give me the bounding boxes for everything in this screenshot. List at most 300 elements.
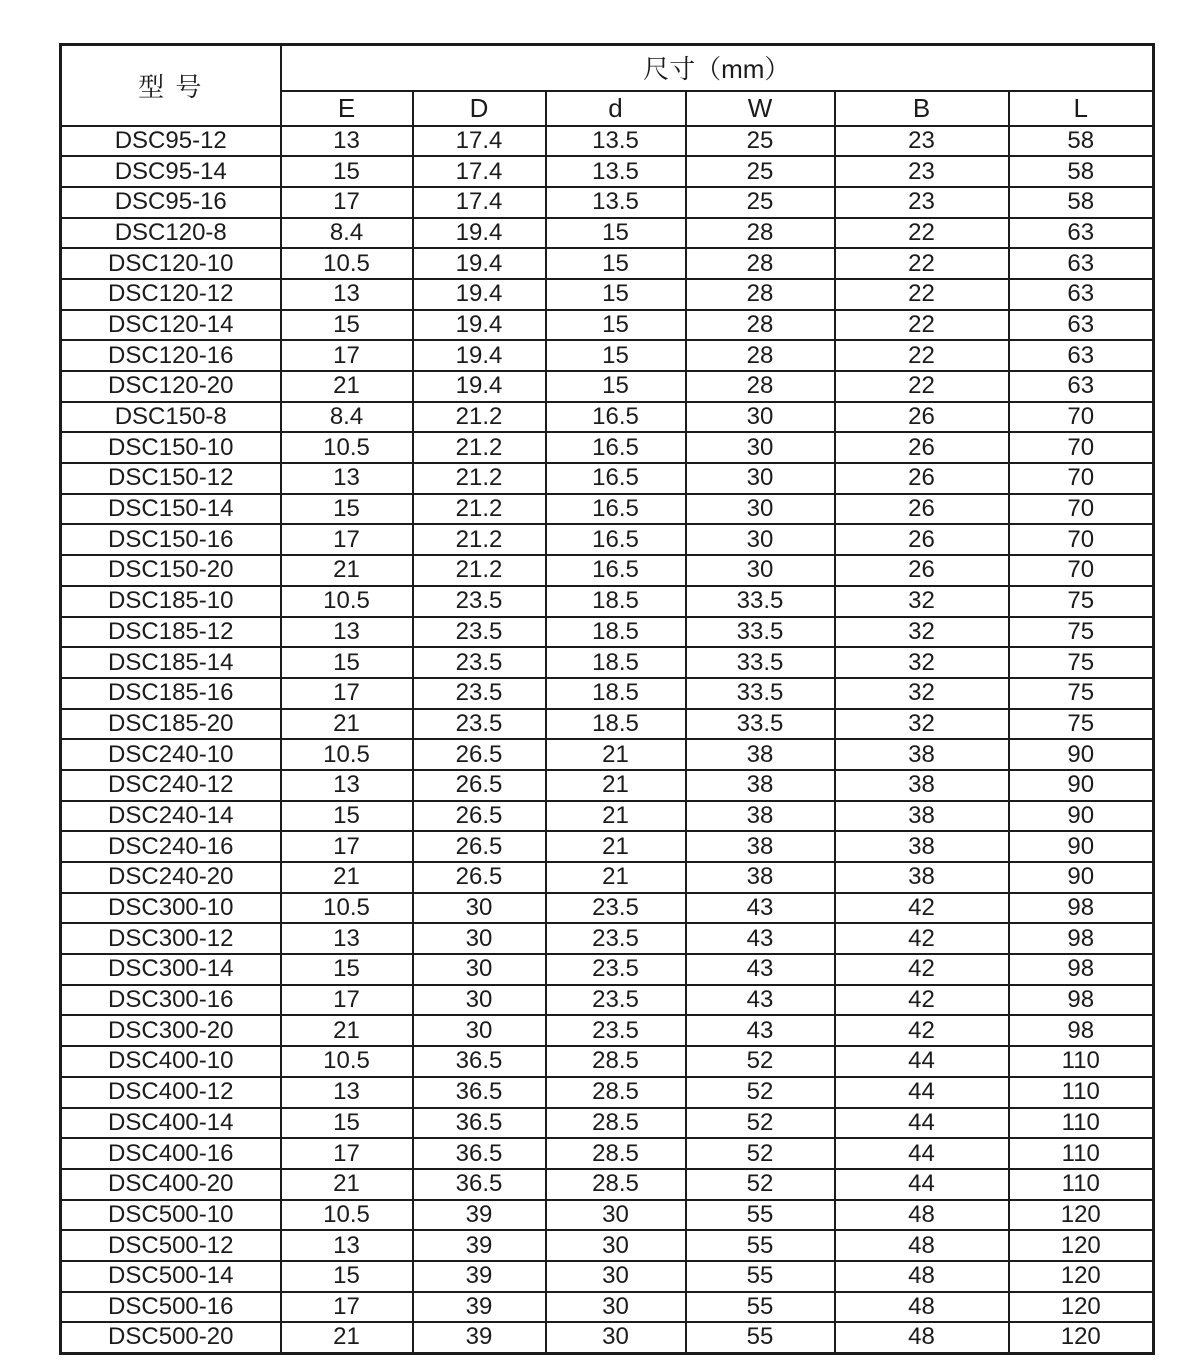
dimension-cell: 17 — [281, 831, 413, 862]
model-cell: DSC500-14 — [61, 1261, 281, 1292]
dimension-cell: 21.2 — [413, 555, 546, 586]
dimension-cell: 17 — [281, 1292, 413, 1323]
table-row — [61, 586, 1154, 617]
dimension-cell: 18.5 — [546, 647, 686, 678]
dimension-cell: 21.2 — [413, 402, 546, 433]
dimension-cell: 55 — [686, 1322, 835, 1353]
dimension-cell: 21.2 — [413, 494, 546, 525]
table-row — [61, 893, 1154, 924]
dimension-cell: 42 — [835, 893, 1009, 924]
model-cell: DSC400-20 — [61, 1169, 281, 1200]
table-header — [61, 45, 1154, 126]
dimension-cell: 26 — [835, 524, 1009, 555]
dimension-cell: 16.5 — [546, 524, 686, 555]
table-row — [61, 647, 1154, 678]
dimension-cell: 21 — [546, 770, 686, 801]
dimension-cell: 17 — [281, 340, 413, 371]
dimension-cell: 52 — [686, 1046, 835, 1077]
dimension-cell: 75 — [1009, 617, 1154, 648]
model-column-header: 型 号 — [61, 45, 281, 126]
dimension-cell: 22 — [835, 218, 1009, 249]
dimension-cell: 75 — [1009, 678, 1154, 709]
dimension-cell: 21 — [281, 555, 413, 586]
dimension-cell: 30 — [686, 463, 835, 494]
dimension-cell: 17.4 — [413, 187, 546, 218]
dimension-cell: 28 — [686, 340, 835, 371]
dimension-cell: 39 — [413, 1230, 546, 1261]
dimension-cell: 17.4 — [413, 126, 546, 157]
dimension-cell: 52 — [686, 1138, 835, 1169]
dimension-cell: 15 — [546, 248, 686, 279]
dimension-cell: 26.5 — [413, 862, 546, 893]
dimension-cell: 15 — [546, 371, 686, 402]
dimension-cell: 120 — [1009, 1322, 1154, 1353]
dimension-cell: 21 — [281, 371, 413, 402]
dimension-cell: 36.5 — [413, 1108, 546, 1139]
dimension-cell: 18.5 — [546, 586, 686, 617]
dimensions-group-header: 尺寸（mm） — [281, 45, 1154, 91]
model-cell: DSC120-14 — [61, 310, 281, 341]
table-row — [61, 463, 1154, 494]
dimension-cell: 28.5 — [546, 1169, 686, 1200]
dimension-cell: 52 — [686, 1108, 835, 1139]
dimension-cell: 13 — [281, 1077, 413, 1108]
dimension-cell: 33.5 — [686, 678, 835, 709]
dimension-cell: 90 — [1009, 831, 1154, 862]
dimension-cell: 30 — [686, 555, 835, 586]
dimension-cell: 21 — [281, 1015, 413, 1046]
dimension-cell: 98 — [1009, 985, 1154, 1016]
model-cell: DSC150-20 — [61, 555, 281, 586]
model-cell: DSC150-10 — [61, 432, 281, 463]
dimension-cell: 120 — [1009, 1230, 1154, 1261]
table-row — [61, 1015, 1154, 1046]
dimension-cell: 90 — [1009, 739, 1154, 770]
dimension-cell: 28 — [686, 279, 835, 310]
model-cell: DSC185-16 — [61, 678, 281, 709]
dimension-cell: 15 — [281, 1261, 413, 1292]
table-row — [61, 432, 1154, 463]
model-cell: DSC95-14 — [61, 156, 281, 187]
model-cell: DSC300-20 — [61, 1015, 281, 1046]
column-header-d: d — [546, 91, 686, 126]
dimension-cell: 26 — [835, 432, 1009, 463]
dimension-cell: 44 — [835, 1169, 1009, 1200]
dimension-cell: 23 — [835, 156, 1009, 187]
dimension-cell: 38 — [686, 831, 835, 862]
dimension-cell: 26 — [835, 402, 1009, 433]
column-header-D: D — [413, 91, 546, 126]
table-row — [61, 801, 1154, 832]
dimension-cell: 26.5 — [413, 770, 546, 801]
dimension-cell: 15 — [281, 494, 413, 525]
dimension-cell: 70 — [1009, 524, 1154, 555]
dimension-cell: 39 — [413, 1322, 546, 1353]
dimension-cell: 23 — [835, 187, 1009, 218]
dimension-cell: 110 — [1009, 1138, 1154, 1169]
dimension-cell: 75 — [1009, 709, 1154, 740]
table-row — [61, 310, 1154, 341]
dimension-cell: 21 — [546, 862, 686, 893]
table-row — [61, 1322, 1154, 1353]
dimension-cell: 48 — [835, 1200, 1009, 1231]
dimension-cell: 21 — [546, 801, 686, 832]
model-cell: DSC400-14 — [61, 1108, 281, 1139]
dimension-cell: 42 — [835, 985, 1009, 1016]
dimension-cell: 70 — [1009, 494, 1154, 525]
dimension-cell: 42 — [835, 923, 1009, 954]
table-row — [61, 1077, 1154, 1108]
dimension-cell: 21 — [281, 862, 413, 893]
dimension-cell: 39 — [413, 1292, 546, 1323]
dimension-cell: 10.5 — [281, 893, 413, 924]
dimension-cell: 42 — [835, 1015, 1009, 1046]
dimension-cell: 70 — [1009, 432, 1154, 463]
dimension-cell: 63 — [1009, 248, 1154, 279]
table-row — [61, 862, 1154, 893]
table-row — [61, 340, 1154, 371]
dimension-cell: 17 — [281, 678, 413, 709]
dimension-cell: 38 — [686, 770, 835, 801]
table-row — [61, 494, 1154, 525]
dimension-cell: 32 — [835, 586, 1009, 617]
dimension-cell: 13.5 — [546, 126, 686, 157]
table-row — [61, 954, 1154, 985]
dimension-cell: 30 — [546, 1230, 686, 1261]
dimension-cell: 28.5 — [546, 1077, 686, 1108]
dimension-cell: 110 — [1009, 1169, 1154, 1200]
dimension-cell: 18.5 — [546, 617, 686, 648]
dimension-cell: 110 — [1009, 1046, 1154, 1077]
dimension-cell: 48 — [835, 1322, 1009, 1353]
dimension-cell: 22 — [835, 279, 1009, 310]
table-row — [61, 1108, 1154, 1139]
model-cell: DSC500-16 — [61, 1292, 281, 1323]
dimension-cell: 48 — [835, 1292, 1009, 1323]
dimension-cell: 38 — [686, 801, 835, 832]
dimension-cell: 23.5 — [413, 586, 546, 617]
dimension-cell: 30 — [413, 893, 546, 924]
dimension-cell: 120 — [1009, 1261, 1154, 1292]
dimension-cell: 90 — [1009, 770, 1154, 801]
dimension-cell: 26.5 — [413, 801, 546, 832]
dimension-cell: 8.4 — [281, 402, 413, 433]
dimension-cell: 19.4 — [413, 371, 546, 402]
model-cell: DSC400-12 — [61, 1077, 281, 1108]
dimension-cell: 17 — [281, 187, 413, 218]
dimension-cell: 33.5 — [686, 709, 835, 740]
dimension-cell: 30 — [546, 1261, 686, 1292]
dimension-cell: 13 — [281, 463, 413, 494]
table-row — [61, 770, 1154, 801]
model-cell: DSC185-12 — [61, 617, 281, 648]
dimension-cell: 58 — [1009, 156, 1154, 187]
dimension-cell: 23.5 — [413, 709, 546, 740]
dimension-cell: 70 — [1009, 402, 1154, 433]
dimension-cell: 23.5 — [546, 1015, 686, 1046]
dimension-cell: 30 — [413, 954, 546, 985]
dimension-cell: 23.5 — [546, 923, 686, 954]
model-cell: DSC150-12 — [61, 463, 281, 494]
dimension-cell: 38 — [686, 739, 835, 770]
model-cell: DSC300-12 — [61, 923, 281, 954]
header-row-top — [61, 45, 1154, 91]
dimension-cell: 19.4 — [413, 279, 546, 310]
dimension-cell: 8.4 — [281, 218, 413, 249]
table-row — [61, 1138, 1154, 1169]
dimension-cell: 30 — [686, 494, 835, 525]
dimension-spec-table — [59, 43, 1155, 1355]
table-row — [61, 1169, 1154, 1200]
dimension-cell: 13.5 — [546, 156, 686, 187]
dimension-cell: 42 — [835, 954, 1009, 985]
dimension-cell: 33.5 — [686, 586, 835, 617]
model-cell: DSC240-10 — [61, 739, 281, 770]
model-cell: DSC150-14 — [61, 494, 281, 525]
dimension-cell: 15 — [281, 801, 413, 832]
dimension-cell: 30 — [686, 402, 835, 433]
dimension-cell: 98 — [1009, 893, 1154, 924]
table-row — [61, 617, 1154, 648]
dimension-cell: 10.5 — [281, 739, 413, 770]
dimension-cell: 55 — [686, 1292, 835, 1323]
dimension-cell: 15 — [281, 310, 413, 341]
dimension-cell: 70 — [1009, 463, 1154, 494]
model-cell: DSC120-12 — [61, 279, 281, 310]
model-cell: DSC185-14 — [61, 647, 281, 678]
model-cell: DSC240-14 — [61, 801, 281, 832]
model-cell: DSC400-10 — [61, 1046, 281, 1077]
dimension-cell: 16.5 — [546, 432, 686, 463]
dimension-cell: 22 — [835, 310, 1009, 341]
dimension-cell: 17 — [281, 985, 413, 1016]
dimension-cell: 44 — [835, 1108, 1009, 1139]
dimension-cell: 32 — [835, 617, 1009, 648]
dimension-cell: 16.5 — [546, 402, 686, 433]
dimension-cell: 36.5 — [413, 1046, 546, 1077]
dimension-cell: 26.5 — [413, 831, 546, 862]
model-cell: DSC240-16 — [61, 831, 281, 862]
dimension-cell: 21.2 — [413, 432, 546, 463]
dimension-cell: 15 — [546, 279, 686, 310]
dimension-cell: 48 — [835, 1261, 1009, 1292]
dimension-cell: 43 — [686, 1015, 835, 1046]
dimension-cell: 55 — [686, 1230, 835, 1261]
dimension-cell: 23.5 — [546, 985, 686, 1016]
dimension-cell: 33.5 — [686, 617, 835, 648]
dimension-cell: 23.5 — [546, 893, 686, 924]
dimension-cell: 28 — [686, 371, 835, 402]
dimension-cell: 15 — [281, 647, 413, 678]
dimension-cell: 32 — [835, 647, 1009, 678]
dimension-cell: 28.5 — [546, 1138, 686, 1169]
model-cell: DSC185-20 — [61, 709, 281, 740]
dimension-cell: 43 — [686, 954, 835, 985]
table-row — [61, 126, 1154, 157]
dimension-cell: 36.5 — [413, 1138, 546, 1169]
table-row — [61, 1046, 1154, 1077]
table-row — [61, 739, 1154, 770]
dimension-cell: 13 — [281, 617, 413, 648]
column-header-E: E — [281, 91, 413, 126]
dimension-cell: 30 — [546, 1322, 686, 1353]
dimension-cell: 43 — [686, 893, 835, 924]
dimension-cell: 75 — [1009, 647, 1154, 678]
dimension-cell: 120 — [1009, 1200, 1154, 1231]
dimension-cell: 28 — [686, 310, 835, 341]
table-row — [61, 156, 1154, 187]
dimension-cell: 28 — [686, 218, 835, 249]
dimension-cell: 10.5 — [281, 1200, 413, 1231]
dimension-cell: 17.4 — [413, 156, 546, 187]
dimension-cell: 15 — [546, 340, 686, 371]
model-cell: DSC120-16 — [61, 340, 281, 371]
dimension-cell: 23.5 — [413, 647, 546, 678]
dimension-cell: 30 — [686, 524, 835, 555]
table-row — [61, 279, 1154, 310]
model-cell: DSC240-12 — [61, 770, 281, 801]
dimension-cell: 30 — [546, 1292, 686, 1323]
model-cell: DSC500-20 — [61, 1322, 281, 1353]
dimension-cell: 30 — [546, 1200, 686, 1231]
column-header-W: W — [686, 91, 835, 126]
dimension-cell: 25 — [686, 156, 835, 187]
dimension-cell: 15 — [281, 954, 413, 985]
dimension-cell: 44 — [835, 1046, 1009, 1077]
table-row — [61, 1200, 1154, 1231]
table-row — [61, 1292, 1154, 1323]
dimension-cell: 15 — [281, 156, 413, 187]
dimension-cell: 19.4 — [413, 218, 546, 249]
dimension-cell: 30 — [413, 985, 546, 1016]
dimension-cell: 23.5 — [546, 954, 686, 985]
model-cell: DSC500-10 — [61, 1200, 281, 1231]
dimension-cell: 55 — [686, 1200, 835, 1231]
dimension-cell: 33.5 — [686, 647, 835, 678]
dimension-cell: 36.5 — [413, 1169, 546, 1200]
table-row — [61, 1230, 1154, 1261]
model-cell: DSC120-8 — [61, 218, 281, 249]
dimension-cell: 16.5 — [546, 555, 686, 586]
dimension-cell: 30 — [686, 432, 835, 463]
dimension-cell: 13 — [281, 279, 413, 310]
dimension-cell: 13 — [281, 923, 413, 954]
dimension-cell: 26.5 — [413, 739, 546, 770]
dimension-cell: 28.5 — [546, 1108, 686, 1139]
table-row — [61, 923, 1154, 954]
table-row — [61, 1261, 1154, 1292]
dimension-cell: 10.5 — [281, 1046, 413, 1077]
dimension-cell: 43 — [686, 985, 835, 1016]
dimension-cell: 21 — [546, 739, 686, 770]
model-cell: DSC150-16 — [61, 524, 281, 555]
table-row — [61, 709, 1154, 740]
dimension-cell: 13.5 — [546, 187, 686, 218]
model-cell: DSC185-10 — [61, 586, 281, 617]
dimension-cell: 38 — [835, 739, 1009, 770]
model-cell: DSC300-10 — [61, 893, 281, 924]
dimension-cell: 17 — [281, 1138, 413, 1169]
dimension-cell: 21 — [281, 1169, 413, 1200]
dimension-cell: 23 — [835, 126, 1009, 157]
dimension-cell: 26 — [835, 463, 1009, 494]
dimension-cell: 30 — [413, 923, 546, 954]
dimension-cell: 63 — [1009, 340, 1154, 371]
dimension-cell: 90 — [1009, 801, 1154, 832]
dimension-cell: 28 — [686, 248, 835, 279]
dimension-cell: 26 — [835, 494, 1009, 525]
table-row — [61, 371, 1154, 402]
dimension-cell: 52 — [686, 1169, 835, 1200]
dimension-cell: 15 — [546, 218, 686, 249]
dimension-cell: 36.5 — [413, 1077, 546, 1108]
model-cell: DSC95-12 — [61, 126, 281, 157]
dimension-cell: 21 — [281, 1322, 413, 1353]
dimension-cell: 13 — [281, 1230, 413, 1261]
dimension-cell: 48 — [835, 1230, 1009, 1261]
dimension-cell: 75 — [1009, 586, 1154, 617]
dimension-cell: 10.5 — [281, 432, 413, 463]
dimension-cell: 32 — [835, 709, 1009, 740]
dimension-cell: 110 — [1009, 1108, 1154, 1139]
model-cell: DSC120-10 — [61, 248, 281, 279]
dimension-cell: 38 — [835, 770, 1009, 801]
dimension-cell: 98 — [1009, 954, 1154, 985]
dimension-cell: 30 — [413, 1015, 546, 1046]
dimension-cell: 19.4 — [413, 248, 546, 279]
dimension-cell: 19.4 — [413, 340, 546, 371]
dimension-cell: 58 — [1009, 126, 1154, 157]
dimension-cell: 28.5 — [546, 1046, 686, 1077]
dimension-cell: 38 — [686, 862, 835, 893]
dimension-cell: 44 — [835, 1077, 1009, 1108]
dimension-cell: 21.2 — [413, 524, 546, 555]
table-row — [61, 218, 1154, 249]
table-row — [61, 187, 1154, 218]
dimension-cell: 21 — [546, 831, 686, 862]
model-cell: DSC500-12 — [61, 1230, 281, 1261]
table-row — [61, 555, 1154, 586]
dimension-cell: 63 — [1009, 279, 1154, 310]
model-cell: DSC300-14 — [61, 954, 281, 985]
spec-table-body — [61, 126, 1154, 1354]
dimension-cell: 38 — [835, 831, 1009, 862]
model-cell: DSC120-20 — [61, 371, 281, 402]
dimension-cell: 15 — [546, 310, 686, 341]
dimension-cell: 22 — [835, 248, 1009, 279]
dimension-cell: 13 — [281, 126, 413, 157]
dimension-cell: 22 — [835, 371, 1009, 402]
table-row — [61, 248, 1154, 279]
dimension-cell: 58 — [1009, 187, 1154, 218]
dimension-cell: 90 — [1009, 862, 1154, 893]
dimension-cell: 110 — [1009, 1077, 1154, 1108]
table-row — [61, 402, 1154, 433]
dimension-cell: 39 — [413, 1261, 546, 1292]
dimension-cell: 23.5 — [413, 678, 546, 709]
dimension-cell: 43 — [686, 923, 835, 954]
dimension-cell: 16.5 — [546, 494, 686, 525]
dimension-cell: 120 — [1009, 1292, 1154, 1323]
dimension-cell: 22 — [835, 340, 1009, 371]
dimension-cell: 38 — [835, 862, 1009, 893]
dimension-cell: 23.5 — [413, 617, 546, 648]
dimension-cell: 98 — [1009, 1015, 1154, 1046]
dimension-cell: 32 — [835, 678, 1009, 709]
model-cell: DSC300-16 — [61, 985, 281, 1016]
dimension-cell: 10.5 — [281, 248, 413, 279]
dimension-cell: 63 — [1009, 371, 1154, 402]
